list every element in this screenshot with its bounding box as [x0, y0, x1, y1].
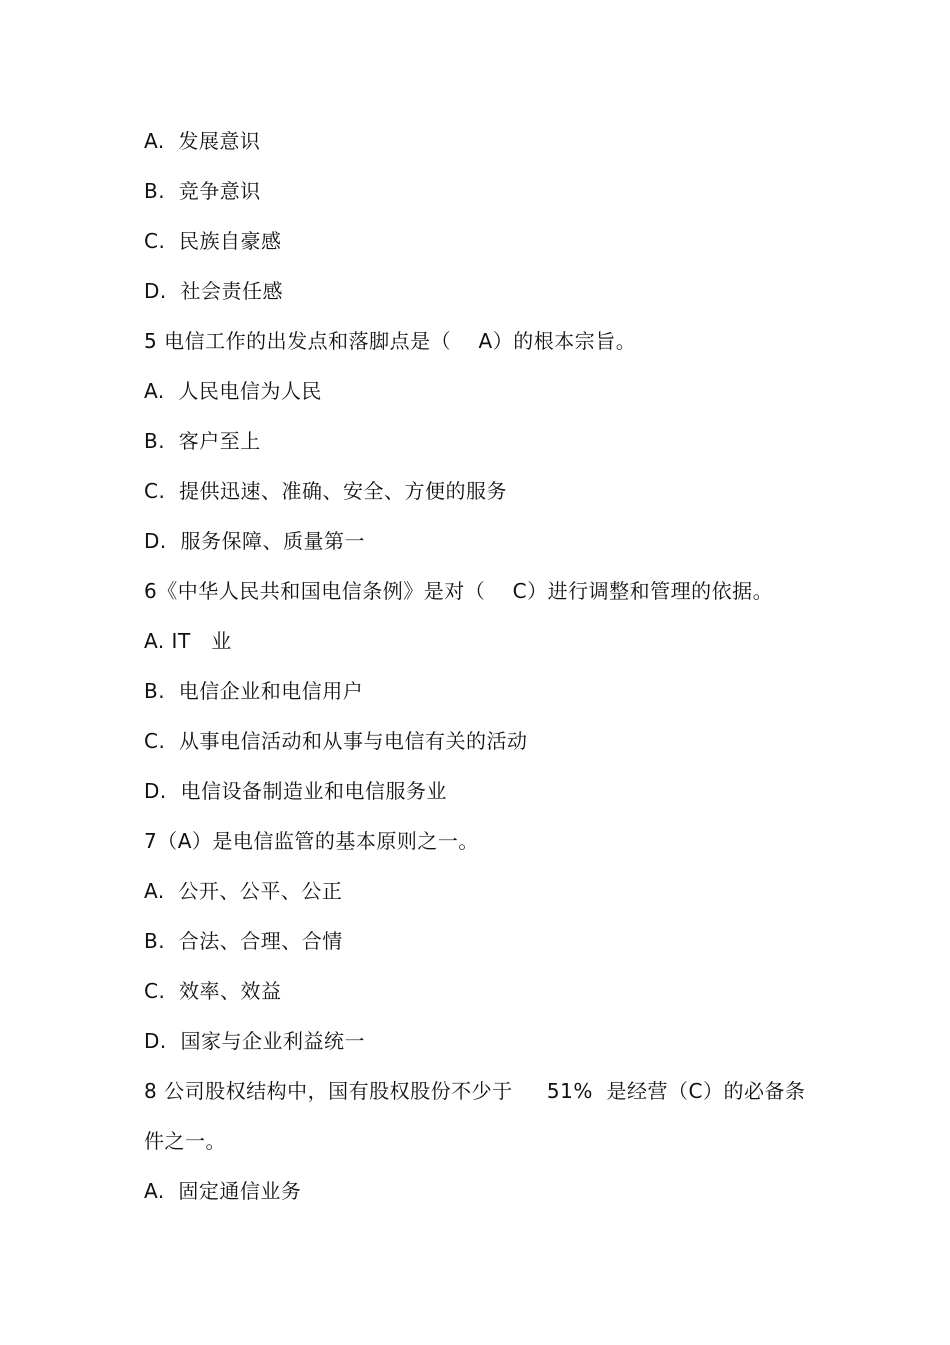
option-line: D. 电信设备制造业和电信服务业	[144, 779, 447, 803]
option-line: A. IT 业	[144, 629, 232, 653]
option-line: C. 民族自豪感	[144, 229, 282, 253]
option-line: A. 公开、公平、公正	[144, 879, 343, 903]
question-line: 7（A）是电信监管的基本原则之一。	[144, 829, 479, 853]
option-line: C. 提供迅速、准确、安全、方便的服务	[144, 479, 508, 503]
option-line: B. 竞争意识	[144, 179, 261, 203]
option-line: D. 服务保障、质量第一	[144, 529, 365, 553]
option-line: C. 效率、效益	[144, 979, 282, 1003]
question-line: 5 电信工作的出发点和落脚点是（ A）的根本宗旨。	[144, 329, 637, 353]
question-line-continued: 件之一。	[144, 1129, 226, 1153]
option-line: A. 固定通信业务	[144, 1179, 302, 1203]
option-line: D. 社会责任感	[144, 279, 283, 303]
option-line: A. 人民电信为人民	[144, 379, 322, 403]
option-line: B. 合法、合理、合情	[144, 929, 343, 953]
option-line: D. 国家与企业利益统一	[144, 1029, 365, 1053]
option-line: A. 发展意识	[144, 129, 261, 153]
question-line: 6《中华人民共和国电信条例》是对（ C）进行调整和管理的依据。	[144, 579, 774, 603]
option-line: B. 电信企业和电信用户	[144, 679, 364, 703]
option-line: B. 客户至上	[144, 429, 261, 453]
question-line: 8 公司股权结构中，国有股权股份不少于 51% 是经营（C）的必备条	[144, 1079, 806, 1103]
option-line: C. 从事电信活动和从事与电信有关的活动	[144, 729, 528, 753]
